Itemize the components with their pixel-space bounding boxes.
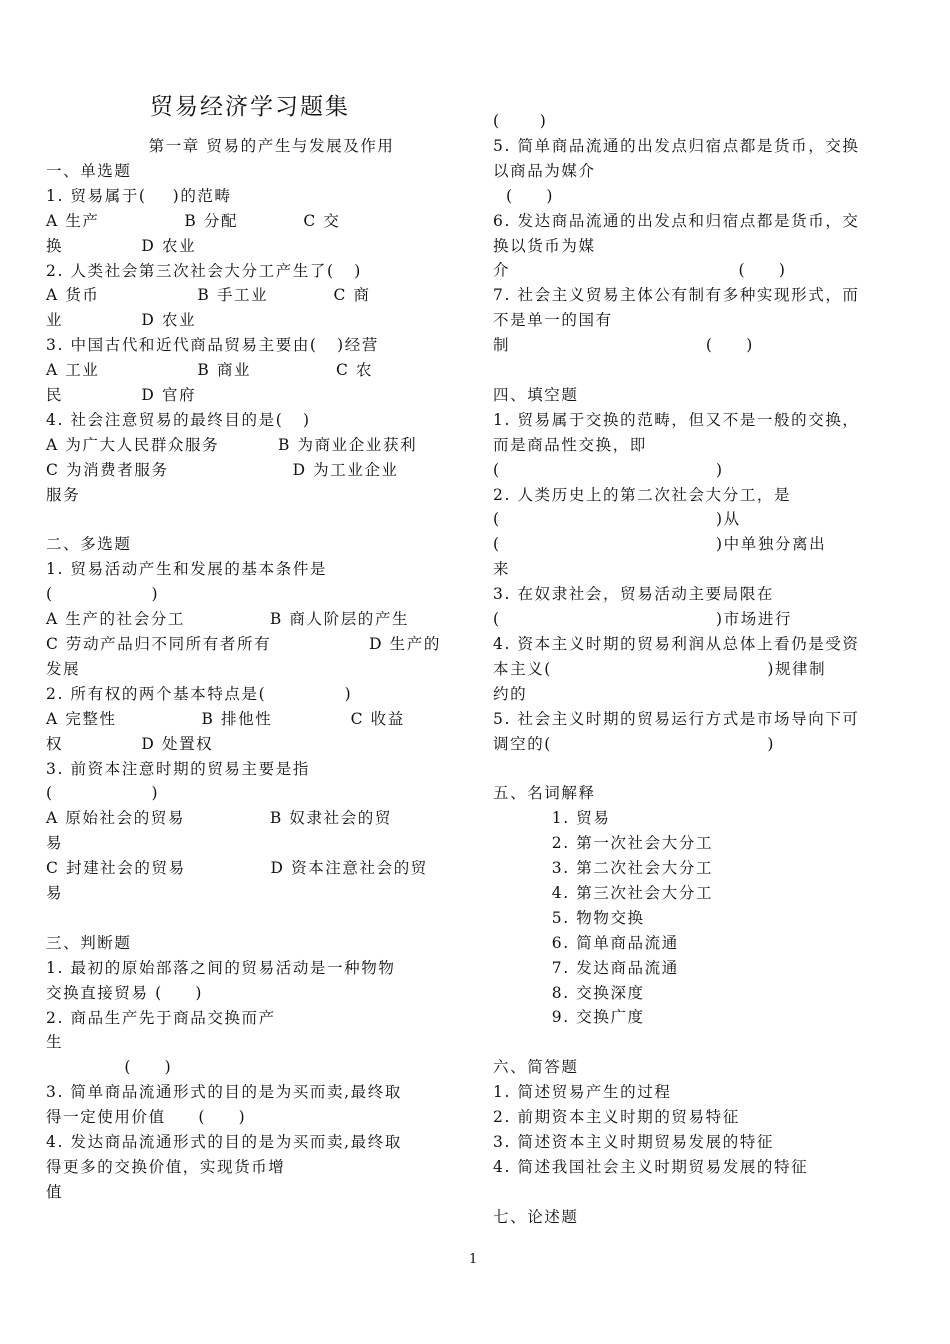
text-line: 服务	[46, 485, 81, 504]
text-line: ( )	[46, 784, 160, 803]
text-line: ( )	[493, 112, 548, 130]
text-line: ( )中单独分离出	[493, 535, 827, 554]
text-line: 1. 贸易属于( )的范畴	[46, 186, 232, 205]
text-line: 而是商品性交换，即	[493, 435, 647, 454]
text-line: ( )从	[493, 510, 741, 529]
text-line: 2. 商品生产先于商品交换而产	[46, 1008, 276, 1027]
text-line: 不是单一的国有	[493, 311, 613, 330]
text-line: A 生产的社会分工 B 商人阶层的产生	[46, 610, 410, 629]
text-line: 6. 简单商品流通	[493, 933, 679, 952]
text-line: 得一定使用价值 ( )	[46, 1108, 247, 1127]
text-line: C 封建社会的贸易 D 资本注意社会的贸	[46, 859, 428, 878]
text-line: 3. 第二次社会大分工	[493, 859, 714, 877]
text-line: 制 ( )	[493, 336, 754, 355]
text-line: 6. 发达商品流通的出发点和归宿点都是货币，交	[493, 211, 860, 230]
text-line: 一、单选题	[46, 161, 132, 180]
text-line: 1. 贸易活动产生和发展的基本条件是	[46, 560, 328, 579]
text-line: 交换直接贸易 ( )	[46, 983, 204, 1002]
text-line: 四、填空题	[493, 385, 579, 404]
text-line: A 工业 B 商业 C 农	[46, 361, 374, 380]
text-line: C 为消费者服务 D 为工业企业	[46, 460, 399, 479]
text-line: ( )	[46, 585, 160, 604]
text-line: ( )	[493, 460, 724, 479]
text-line: 3. 简单商品流通形式的目的是为买而卖,最终取	[46, 1083, 402, 1102]
text-line: 民 D 官府	[46, 386, 197, 404]
text-line: 4. 简述我国社会主义时期贸易发展的特征	[493, 1157, 809, 1176]
text-line: 3. 简述资本主义时期贸易发展的特征	[493, 1132, 775, 1151]
text-line: 1. 最初的原始部落之间的贸易活动是一种物物	[46, 958, 396, 977]
text-line: 2. 前期资本主义时期的贸易特征	[493, 1108, 740, 1126]
text-line: A 完整性 B 排他性 C 收益	[46, 709, 405, 728]
text-line: 4. 第三次社会大分工	[493, 883, 714, 902]
text-line: 5. 简单商品流通的出发点归宿点都是货币，交换	[493, 136, 860, 155]
text-line: 三、判断题	[46, 933, 132, 952]
text-line: 3. 中国古代和近代商品贸易主要由( )经营	[46, 336, 379, 355]
text-line: 业 D 农业	[46, 311, 197, 330]
document-title: 贸易经济学习题集	[150, 94, 350, 120]
text-line: 第一章 贸易的产生与发展及作用	[46, 137, 395, 155]
text-line: 值	[46, 1182, 64, 1201]
text-line: 生	[46, 1033, 64, 1052]
text-line: 2. 人类社会第三次社会大分工产生了( )	[46, 261, 362, 280]
text-line: 3. 前资本注意时期的贸易主要是指	[46, 759, 310, 778]
text-line: 易	[46, 834, 64, 853]
text-line: 4. 资本主义时期的贸易利润从总体上看仍是受资	[493, 634, 860, 653]
page-number: 1	[469, 1252, 478, 1267]
text-line: 六、简答题	[493, 1058, 579, 1077]
text-line: 5. 社会主义时期的贸易运行方式是市场导向下可	[493, 709, 860, 728]
text-line: 9. 交换广度	[493, 1008, 645, 1027]
text-line: 1. 简述贸易产生的过程	[493, 1083, 672, 1102]
text-line: 8. 交换深度	[493, 983, 645, 1002]
text-line: ( )	[46, 1058, 173, 1077]
text-line: A 为广大人民群众服务 B 为商业企业获利	[46, 435, 418, 454]
text-line: 4. 发达商品流通形式的目的是为买而卖,最终取	[46, 1133, 402, 1151]
text-line: A 生产 B 分配 C 交	[46, 211, 341, 230]
text-line: 2. 人类历史上的第二次社会大分工，是	[493, 485, 792, 504]
text-line: 介 ( )	[493, 261, 787, 280]
text-line: 二、多选题	[46, 535, 132, 554]
text-line: 权 D 处置权	[46, 734, 214, 753]
text-line: 五、名词解释	[493, 784, 596, 803]
text-line: A 原始社会的贸易 B 奴隶社会的贸	[46, 809, 392, 828]
text-line: ( )市场进行	[493, 610, 793, 628]
text-line: 本主义( )规律制	[493, 659, 827, 678]
text-line: 调空的( )	[493, 734, 775, 753]
text-line: 以商品为媒介	[493, 161, 596, 180]
text-line: ( )	[493, 186, 554, 205]
text-line: 3. 在奴隶社会，贸易活动主要局限在	[493, 585, 775, 604]
text-line: 1. 贸易属于交换的范畴，但又不是一般的交换，	[493, 410, 860, 429]
text-line: 1. 贸易	[493, 809, 611, 828]
text-line: 5. 物物交换	[493, 908, 645, 927]
text-line: 2. 第一次社会大分工	[493, 834, 714, 853]
text-line: 七、论述题	[493, 1207, 579, 1226]
text-line: 约的	[493, 684, 528, 703]
text-line: 换 D 农业	[46, 236, 197, 255]
text-line: 7. 发达商品流通	[493, 958, 679, 977]
text-line: 得更多的交换价值，实现货币增	[46, 1157, 286, 1176]
text-line: 7. 社会主义贸易主体公有制有多种实现形式，而	[493, 286, 860, 305]
text-line: 2. 所有权的两个基本特点是( )	[46, 684, 353, 703]
text-line: 换以货币为媒	[493, 236, 596, 255]
text-line: 来	[493, 560, 511, 579]
text-line: A 货币 B 手工业 C 商	[46, 286, 371, 305]
text-line: 4. 社会注意贸易的最终目的是( )	[46, 410, 311, 429]
text-line: C 劳动产品归不同所有者所有 D 生产的	[46, 635, 441, 653]
text-line: 发展	[46, 659, 81, 678]
text-line: 易	[46, 884, 64, 902]
